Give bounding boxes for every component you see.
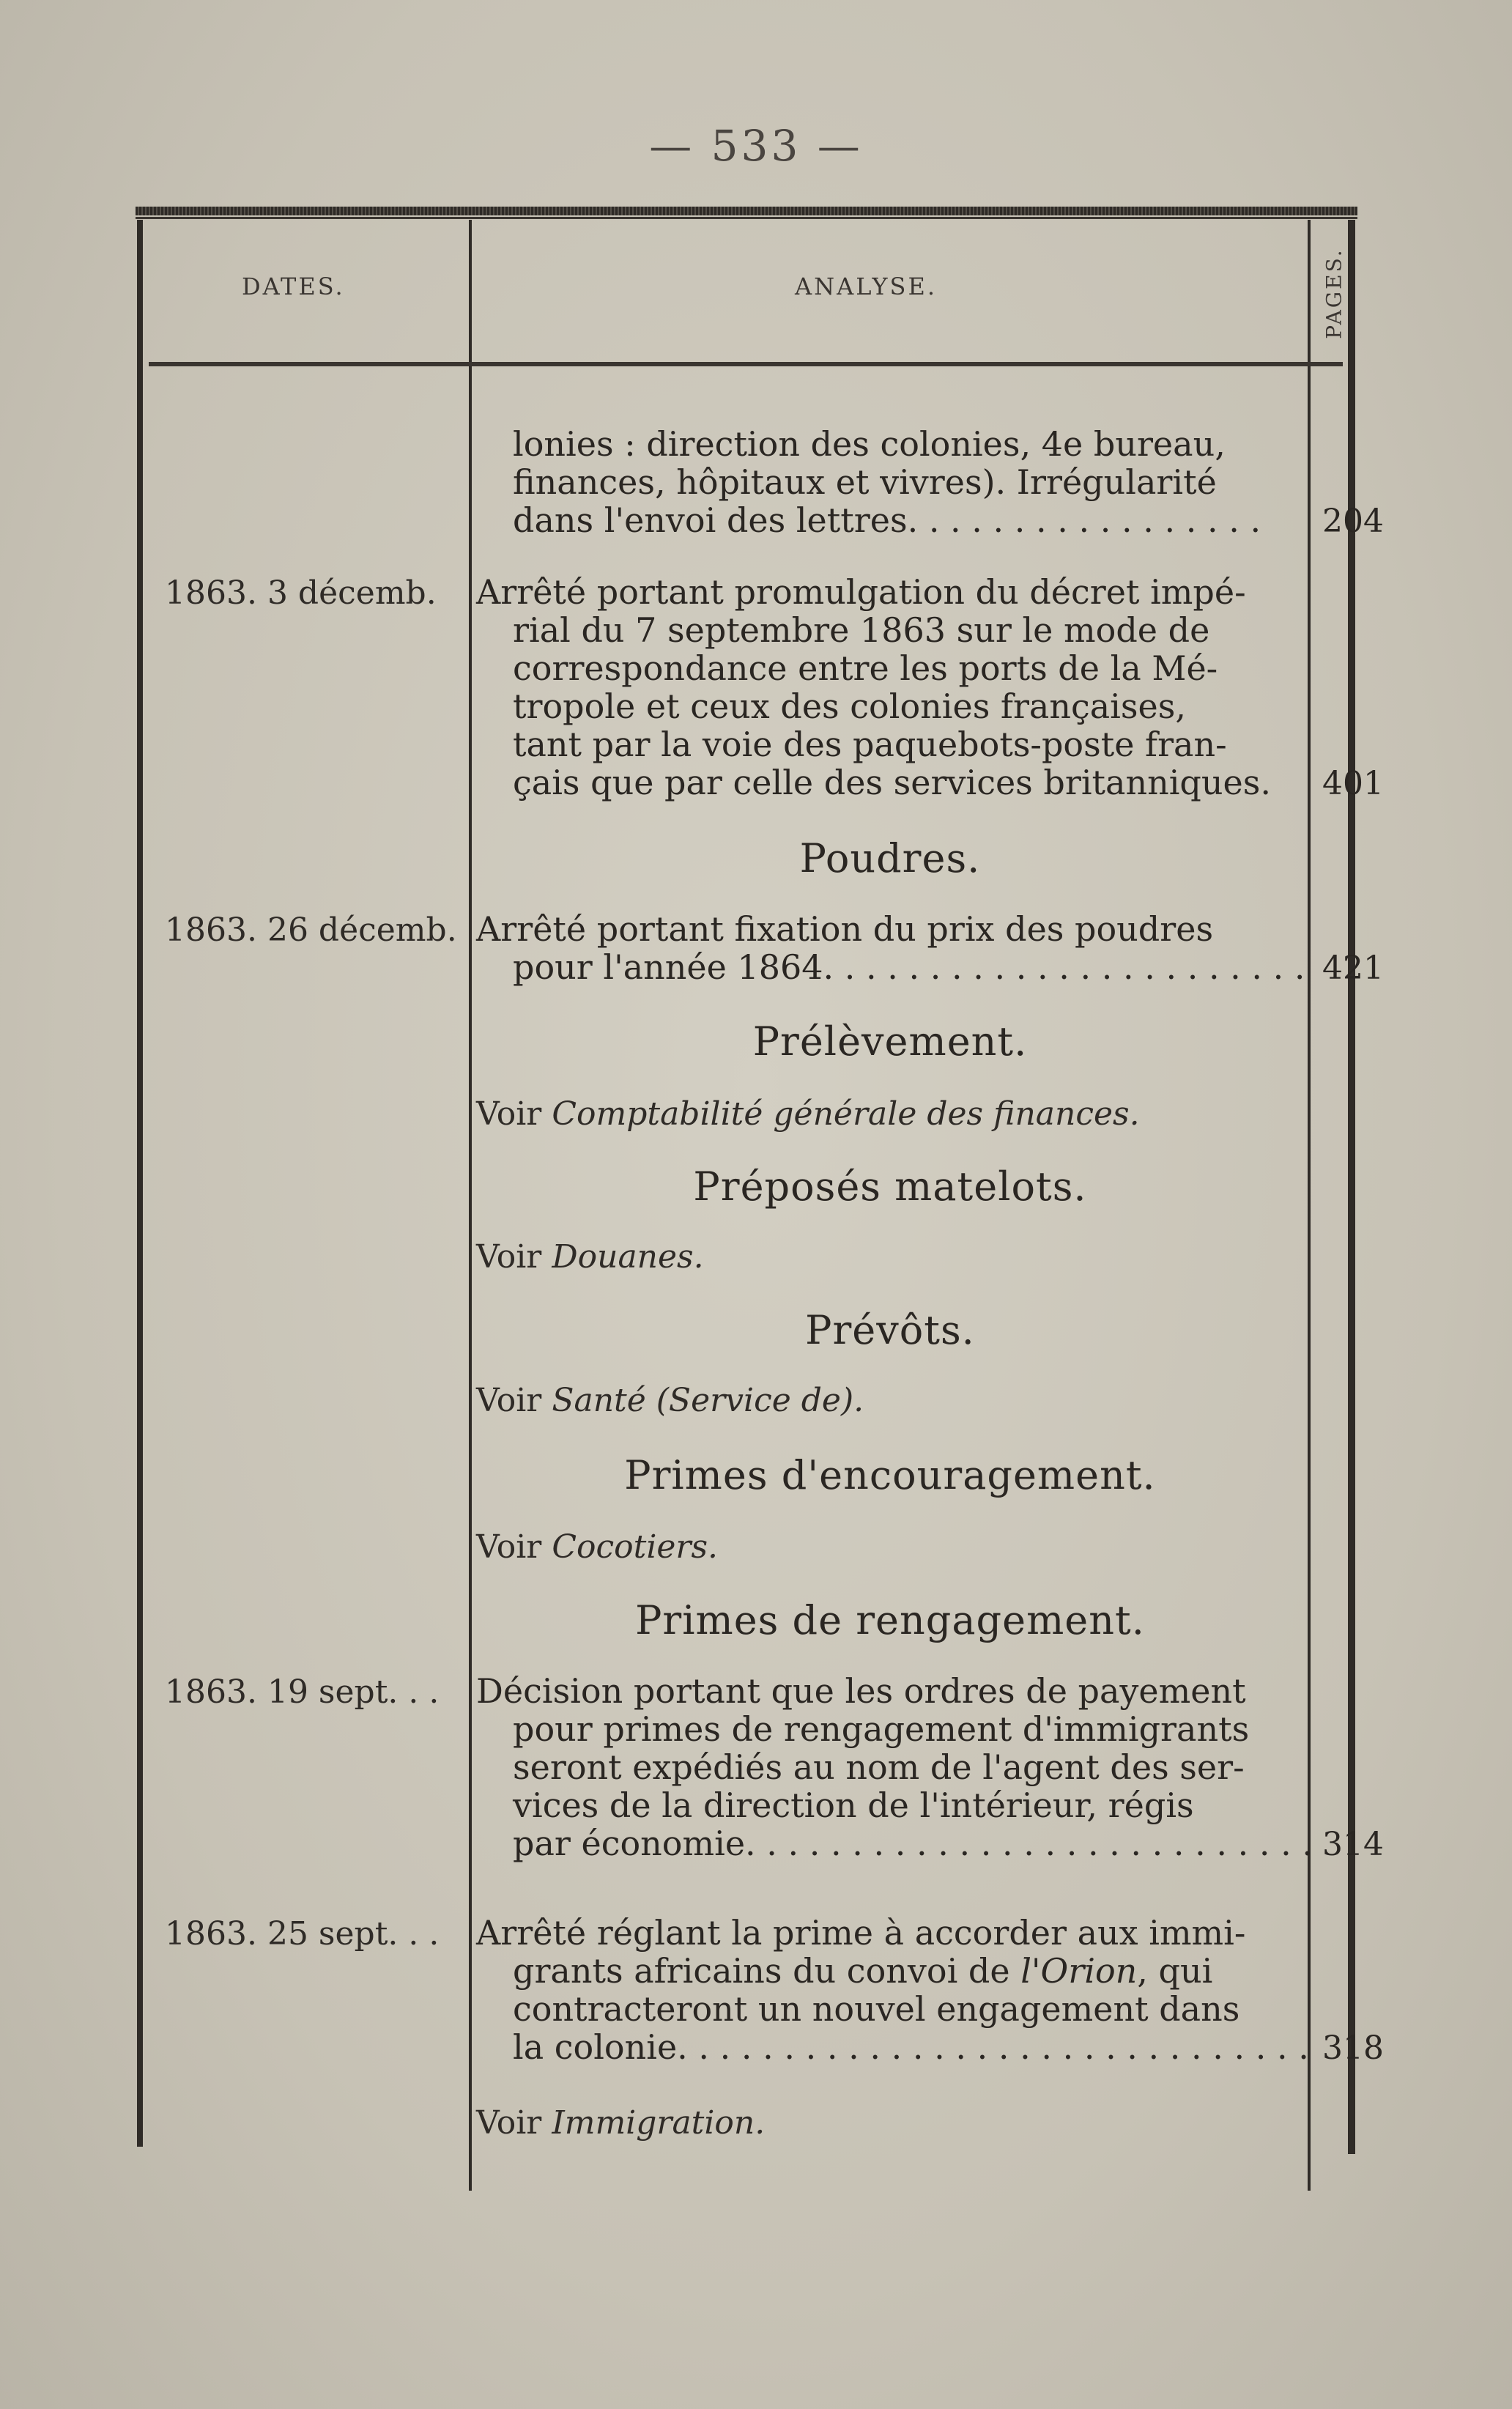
entry-1-page: 204	[1322, 503, 1384, 540]
entry-3-line-1: Arrêté portant fixation du prix des poudres	[476, 909, 1214, 949]
entry-5-page: 318	[1322, 2029, 1384, 2067]
entry-4-line-1: Décision portant que les ordres de payement	[476, 1671, 1246, 1711]
top-rule-thin	[136, 217, 1357, 219]
header-rule	[149, 362, 1343, 366]
entry-4-date: 1863. 19 sept. . .	[165, 1673, 440, 1711]
entry-4-page: 314	[1322, 1826, 1384, 1863]
header-analyse: ANALYSE.	[795, 273, 937, 300]
section-heading-prelevement: Prélèvement.	[752, 1018, 1028, 1065]
see-also-immigration: Voir Immigration.	[476, 2104, 766, 2142]
entry-2-line-5: tant par la voie des paquebots-poste fran-	[513, 725, 1227, 764]
section-heading-preposes-matelots: Préposés matelots.	[693, 1163, 1087, 1210]
see-also-primes-encouragement: Voir Cocotiers.	[476, 1528, 719, 1566]
entry-3-line-2: pour l'année 1864. . . . . . . . . . . . . . . . . . . . . . .	[513, 947, 1305, 987]
section-heading-primes-rengagement: Primes de rengagement.	[635, 1597, 1145, 1643]
entry-2-line-6: çais que par celle des services britanniques.	[513, 763, 1271, 802]
entry-4-line-2: pour primes de rengagement d'immigrants	[513, 1709, 1250, 1749]
header-dates: DATES.	[242, 273, 345, 300]
left-border	[137, 220, 143, 2147]
entry-2-line-3: correspondance entre les ports de la Mé-	[513, 648, 1218, 688]
entry-5-date: 1863. 25 sept. . .	[165, 1915, 440, 1953]
index-table	[136, 207, 1384, 2148]
see-also-preposes: Voir Douanes.	[476, 1238, 704, 1276]
entry-5-line-4: la colonie. . . . . . . . . . . . . . . . . . . . . . . . . . . . . .	[513, 2027, 1309, 2067]
entry-2-line-2: rial du 7 septembre 1863 sur le mode de	[513, 610, 1210, 650]
entry-1-line-1: lonies : direction des colonies, 4e bureau,	[513, 424, 1226, 464]
entry-5-line-1: Arrêté réglant la prime à accorder aux immi-	[476, 1913, 1246, 1953]
section-heading-poudres: Poudres.	[799, 835, 981, 881]
see-also-prevots: Voir Santé (Service de).	[476, 1382, 864, 1419]
entry-2-line-1: Arrêté portant promulgation du décret impé-	[476, 572, 1246, 612]
see-also-prelevement: Voir Comptabilité générale des finances.	[476, 1095, 1140, 1133]
entry-2-line-4: tropole et ceux des colonies françaises,	[513, 687, 1186, 726]
header-pages-cell	[1315, 234, 1353, 352]
top-rule	[136, 207, 1357, 215]
entry-5-line-3: contracteront un nouvel engagement dans	[513, 1989, 1240, 2029]
dates-column-divider	[469, 220, 472, 2191]
entry-2-date: 1863. 3 décemb.	[165, 574, 437, 612]
entry-4-line-3: seront expédiés au nom de l'agent des ser-	[513, 1747, 1245, 1787]
header-pages: PAGES.	[1322, 247, 1346, 339]
entry-2-page: 401	[1322, 765, 1384, 802]
entry-1-line-2: finances, hôpitaux et vivres). Irrégularité	[513, 462, 1217, 502]
section-heading-primes-encouragement: Primes d'encouragement.	[624, 1452, 1156, 1498]
page-number: — 533 —	[649, 121, 863, 171]
entry-5-line-2: grants africains du convoi de l'Orion, qui	[513, 1951, 1213, 1991]
pages-column-divider	[1308, 220, 1311, 2191]
entry-3-date: 1863. 26 décemb.	[165, 911, 457, 949]
section-heading-prevots: Prévôts.	[805, 1307, 975, 1353]
entry-3-page: 421	[1322, 950, 1384, 987]
entry-1-line-3: dans l'envoi des lettres. . . . . . . . . . . . . . . . .	[513, 500, 1261, 540]
entry-4-line-5: par économie. . . . . . . . . . . . . . . . . . . . . . . . . . .	[513, 1824, 1313, 1863]
entry-4-line-4: vices de la direction de l'intérieur, régis	[513, 1786, 1194, 1825]
